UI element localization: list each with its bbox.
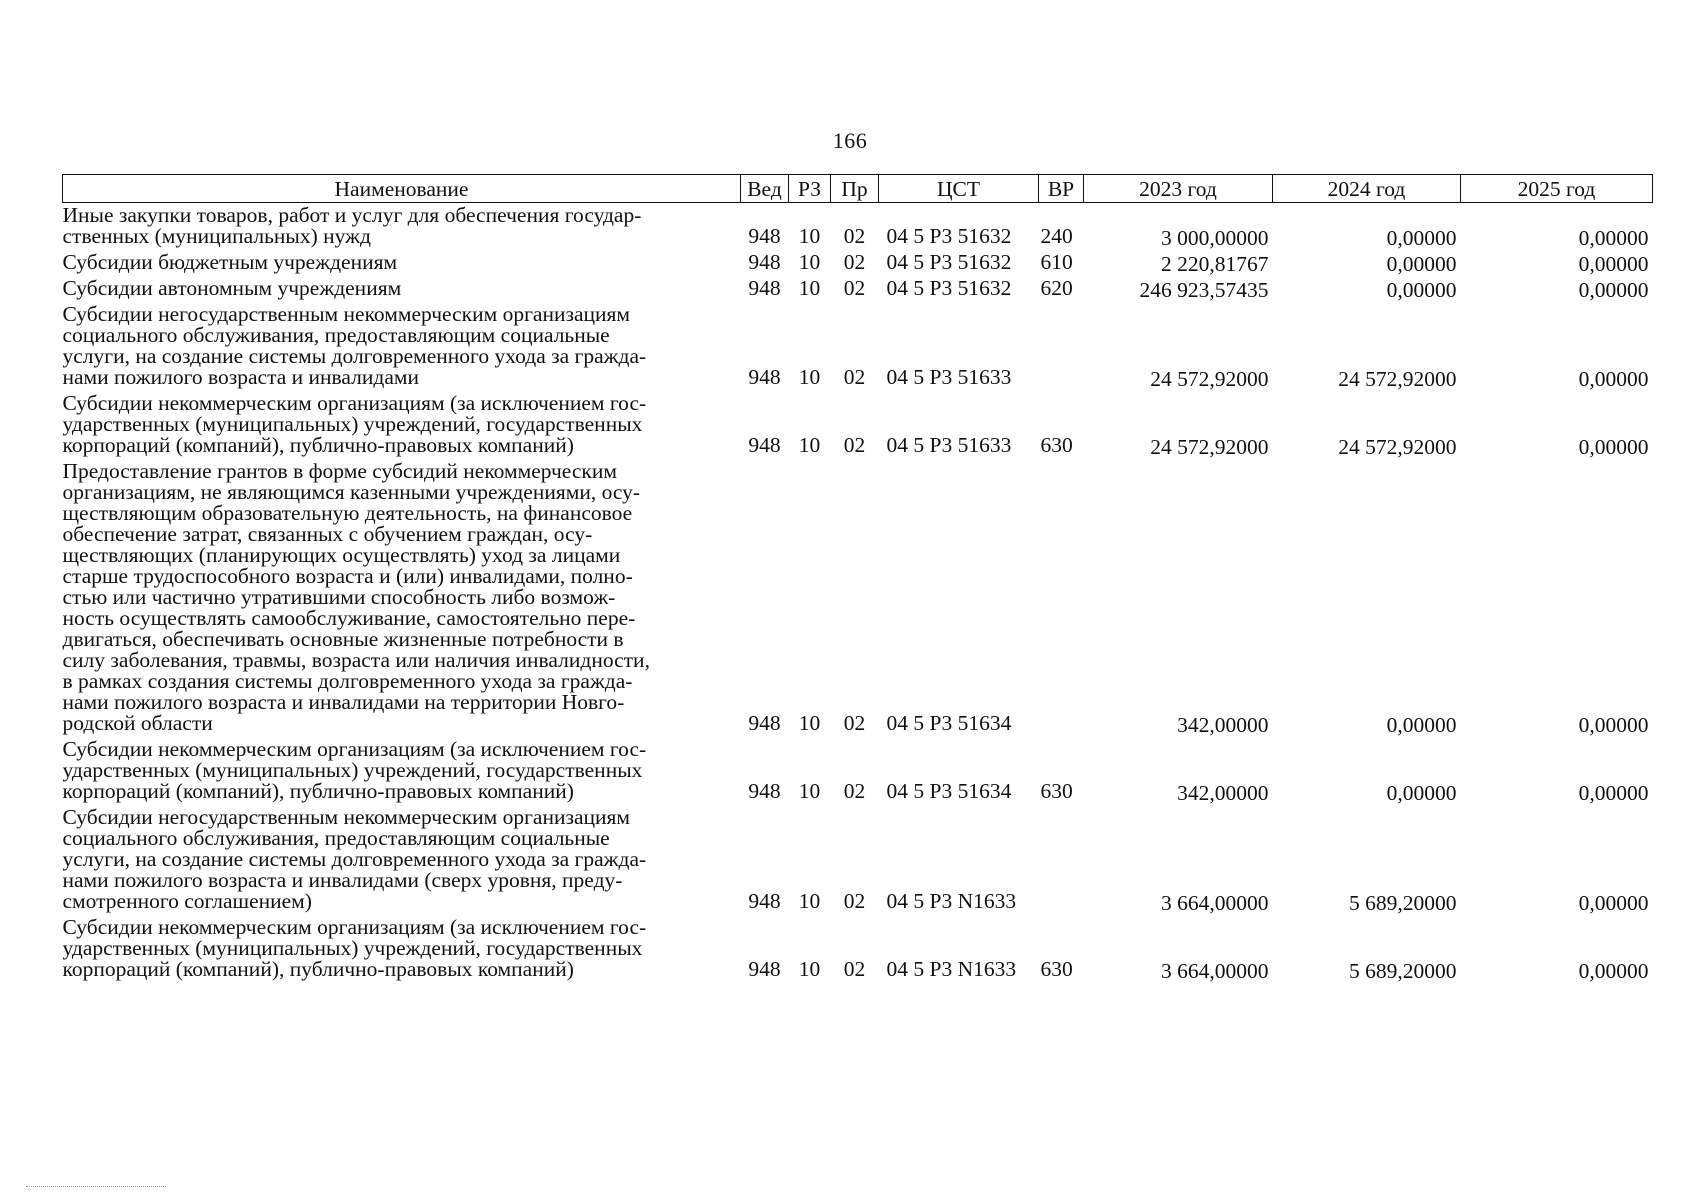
table-row (63, 250, 1653, 276)
row-cst: 04 5 Р3 51632 (886, 276, 1012, 300)
row-pr: 02 (843, 433, 866, 457)
table-row (63, 805, 1653, 915)
row-ved: 948 (748, 889, 781, 913)
table-body (63, 203, 1653, 984)
row-ved: 948 (748, 365, 781, 389)
row-ved: 948 (748, 250, 781, 274)
page-number: 166 (832, 128, 868, 153)
footer-dotted-line (26, 1186, 166, 1187)
row-vr (1039, 805, 1084, 915)
row-2023: 342,00000 (1177, 713, 1269, 737)
row-2023: 3 664,00000 (1161, 891, 1269, 915)
row-name: Субсидии некоммерческим организациям (за исключением гос- ударственных (муниципальных) учреждений, государственных корпораций (компаний), публично-правовых компаний) (62, 737, 647, 803)
row-2024: 0,00000 (1386, 713, 1457, 737)
row-ved: 948 (748, 779, 781, 803)
row-2025: 0,00000 (1578, 891, 1649, 915)
row-rz: 10 (798, 433, 821, 457)
table-row (63, 391, 1653, 459)
table-row (63, 737, 1653, 805)
table-row (63, 276, 1653, 302)
row-cst: 04 5 Р3 51634 (886, 711, 1012, 735)
row-2024: 0,00000 (1386, 252, 1457, 276)
row-2025: 0,00000 (1578, 367, 1649, 391)
row-2025: 0,00000 (1578, 226, 1649, 250)
header-2025: 2025 год (1461, 175, 1653, 203)
row-cst: 04 5 Р3 51632 (886, 224, 1012, 248)
row-pr: 02 (843, 276, 866, 300)
row-rz: 10 (798, 224, 821, 248)
row-cst: 04 5 Р3 51632 (886, 250, 1012, 274)
row-vr (1039, 302, 1084, 391)
row-2025: 0,00000 (1578, 252, 1649, 276)
table-row (63, 459, 1653, 737)
row-2023: 246 923,57435 (1139, 278, 1269, 302)
header-pr: Пр (831, 175, 879, 203)
row-pr: 02 (843, 889, 866, 913)
row-pr: 02 (843, 711, 866, 735)
row-2025: 0,00000 (1578, 278, 1649, 302)
header-rz: РЗ (789, 175, 831, 203)
table-header (63, 175, 1653, 203)
budget-table (62, 174, 1653, 983)
row-name: Предоставление грантов в форме субсидий некоммерческим организациям, не являющимся казенными учреждениями, осу- ществляющим образовательную деятельность, на финансовое обеспечение затрат, связанных с обучением граждан, осу- ществляющих (планирующих осуществлять) уход за лицами старше трудоспособного возраста и (или) инвалидами, полно- стью или частично утратившими способность либо возмож- ность осуществлять самообслуживание, самостоятельно пере- двигаться, обеспечивать основные жизненные потребности в силу заболевания, травмы, возраста или наличия инвалидности, в рамках создания системы долговременного ухода за гражда- нами пожилого возраста и инвалидами на территории Новго- родской области (62, 459, 650, 735)
row-rz: 10 (798, 276, 821, 300)
row-2025: 0,00000 (1578, 713, 1649, 737)
row-rz: 10 (798, 957, 821, 981)
row-vr (1039, 459, 1084, 737)
table-row (63, 915, 1653, 983)
row-rz: 10 (798, 365, 821, 389)
row-2024: 24 572,92000 (1338, 435, 1457, 459)
row-2023: 3 000,00000 (1161, 226, 1269, 250)
header-name: Наименование (63, 175, 741, 203)
row-cst: 04 5 Р3 51634 (886, 779, 1012, 803)
row-name: Субсидии негосударственным некоммерческим организациям социального обслуживания, предоставляющим социальные услуги, на создание системы долговременного ухода за гражда- нами пожилого возраста и инвалидами (62, 302, 647, 389)
row-2025: 0,00000 (1578, 781, 1649, 805)
row-2024: 0,00000 (1386, 781, 1457, 805)
row-name: Субсидии негосударственным некоммерческим организациям социального обслуживания, предоставляющим социальные услуги, на создание системы долговременного ухода за гражда- нами пожилого возраста и инвалидами (сверх уровня, преду- смотренного соглашением) (62, 805, 647, 913)
header-row (63, 175, 1653, 203)
row-2023: 24 572,92000 (1150, 435, 1269, 459)
header-2023: 2023 год (1084, 175, 1273, 203)
row-cst: 04 5 Р3 51633 (886, 365, 1012, 389)
row-pr: 02 (843, 779, 866, 803)
row-pr: 02 (843, 250, 866, 274)
row-name: Субсидии автономным учреждениям (62, 276, 402, 300)
row-2024: 0,00000 (1386, 226, 1457, 250)
row-2023: 2 220,81767 (1161, 252, 1269, 276)
row-rz: 10 (798, 779, 821, 803)
row-cst: 04 5 Р3 N1633 (886, 889, 1017, 913)
row-rz: 10 (798, 711, 821, 735)
row-2023: 3 664,00000 (1161, 959, 1269, 983)
row-2025: 0,00000 (1578, 435, 1649, 459)
row-pr: 02 (843, 365, 866, 389)
header-2024: 2024 год (1273, 175, 1461, 203)
row-name: Иные закупки товаров, работ и услуг для обеспечения государ- ственных (муниципальных) нужд (62, 203, 642, 248)
row-rz: 10 (798, 250, 821, 274)
row-2024: 0,00000 (1386, 278, 1457, 302)
row-name: Субсидии бюджетным учреждениям (62, 250, 398, 274)
row-2024: 24 572,92000 (1338, 367, 1457, 391)
table-row (63, 302, 1653, 391)
header-cst: ЦСТ (879, 175, 1039, 203)
row-rz: 10 (798, 889, 821, 913)
row-ved: 948 (748, 224, 781, 248)
row-2023: 342,00000 (1177, 781, 1269, 805)
row-vr: 240 (1040, 224, 1073, 248)
row-vr: 620 (1040, 276, 1073, 300)
row-2024: 5 689,20000 (1349, 891, 1457, 915)
row-vr: 610 (1040, 250, 1073, 274)
header-vr: ВР (1039, 175, 1084, 203)
row-ved: 948 (748, 433, 781, 457)
row-vr: 630 (1040, 433, 1073, 457)
row-name: Субсидии некоммерческим организациям (за исключением гос- ударственных (муниципальных) учреждений, государственных корпораций (компаний), публично-правовых компаний) (62, 391, 647, 457)
row-ved: 948 (748, 276, 781, 300)
row-ved: 948 (748, 957, 781, 981)
row-cst: 04 5 Р3 N1633 (886, 957, 1017, 981)
row-pr: 02 (843, 957, 866, 981)
row-vr: 630 (1040, 779, 1073, 803)
row-2023: 24 572,92000 (1150, 367, 1269, 391)
row-name: Субсидии некоммерческим организациям (за исключением гос- ударственных (муниципальных) учреждений, государственных корпораций (компаний), публично-правовых компаний) (62, 915, 647, 981)
header-ved: Вед (741, 175, 789, 203)
row-cst: 04 5 Р3 51633 (886, 433, 1012, 457)
row-pr: 02 (843, 224, 866, 248)
row-2025: 0,00000 (1578, 959, 1649, 983)
budget-table-container (62, 174, 1652, 983)
table-row (63, 203, 1653, 251)
row-vr: 630 (1040, 957, 1073, 981)
row-2024: 5 689,20000 (1349, 959, 1457, 983)
row-ved: 948 (748, 711, 781, 735)
